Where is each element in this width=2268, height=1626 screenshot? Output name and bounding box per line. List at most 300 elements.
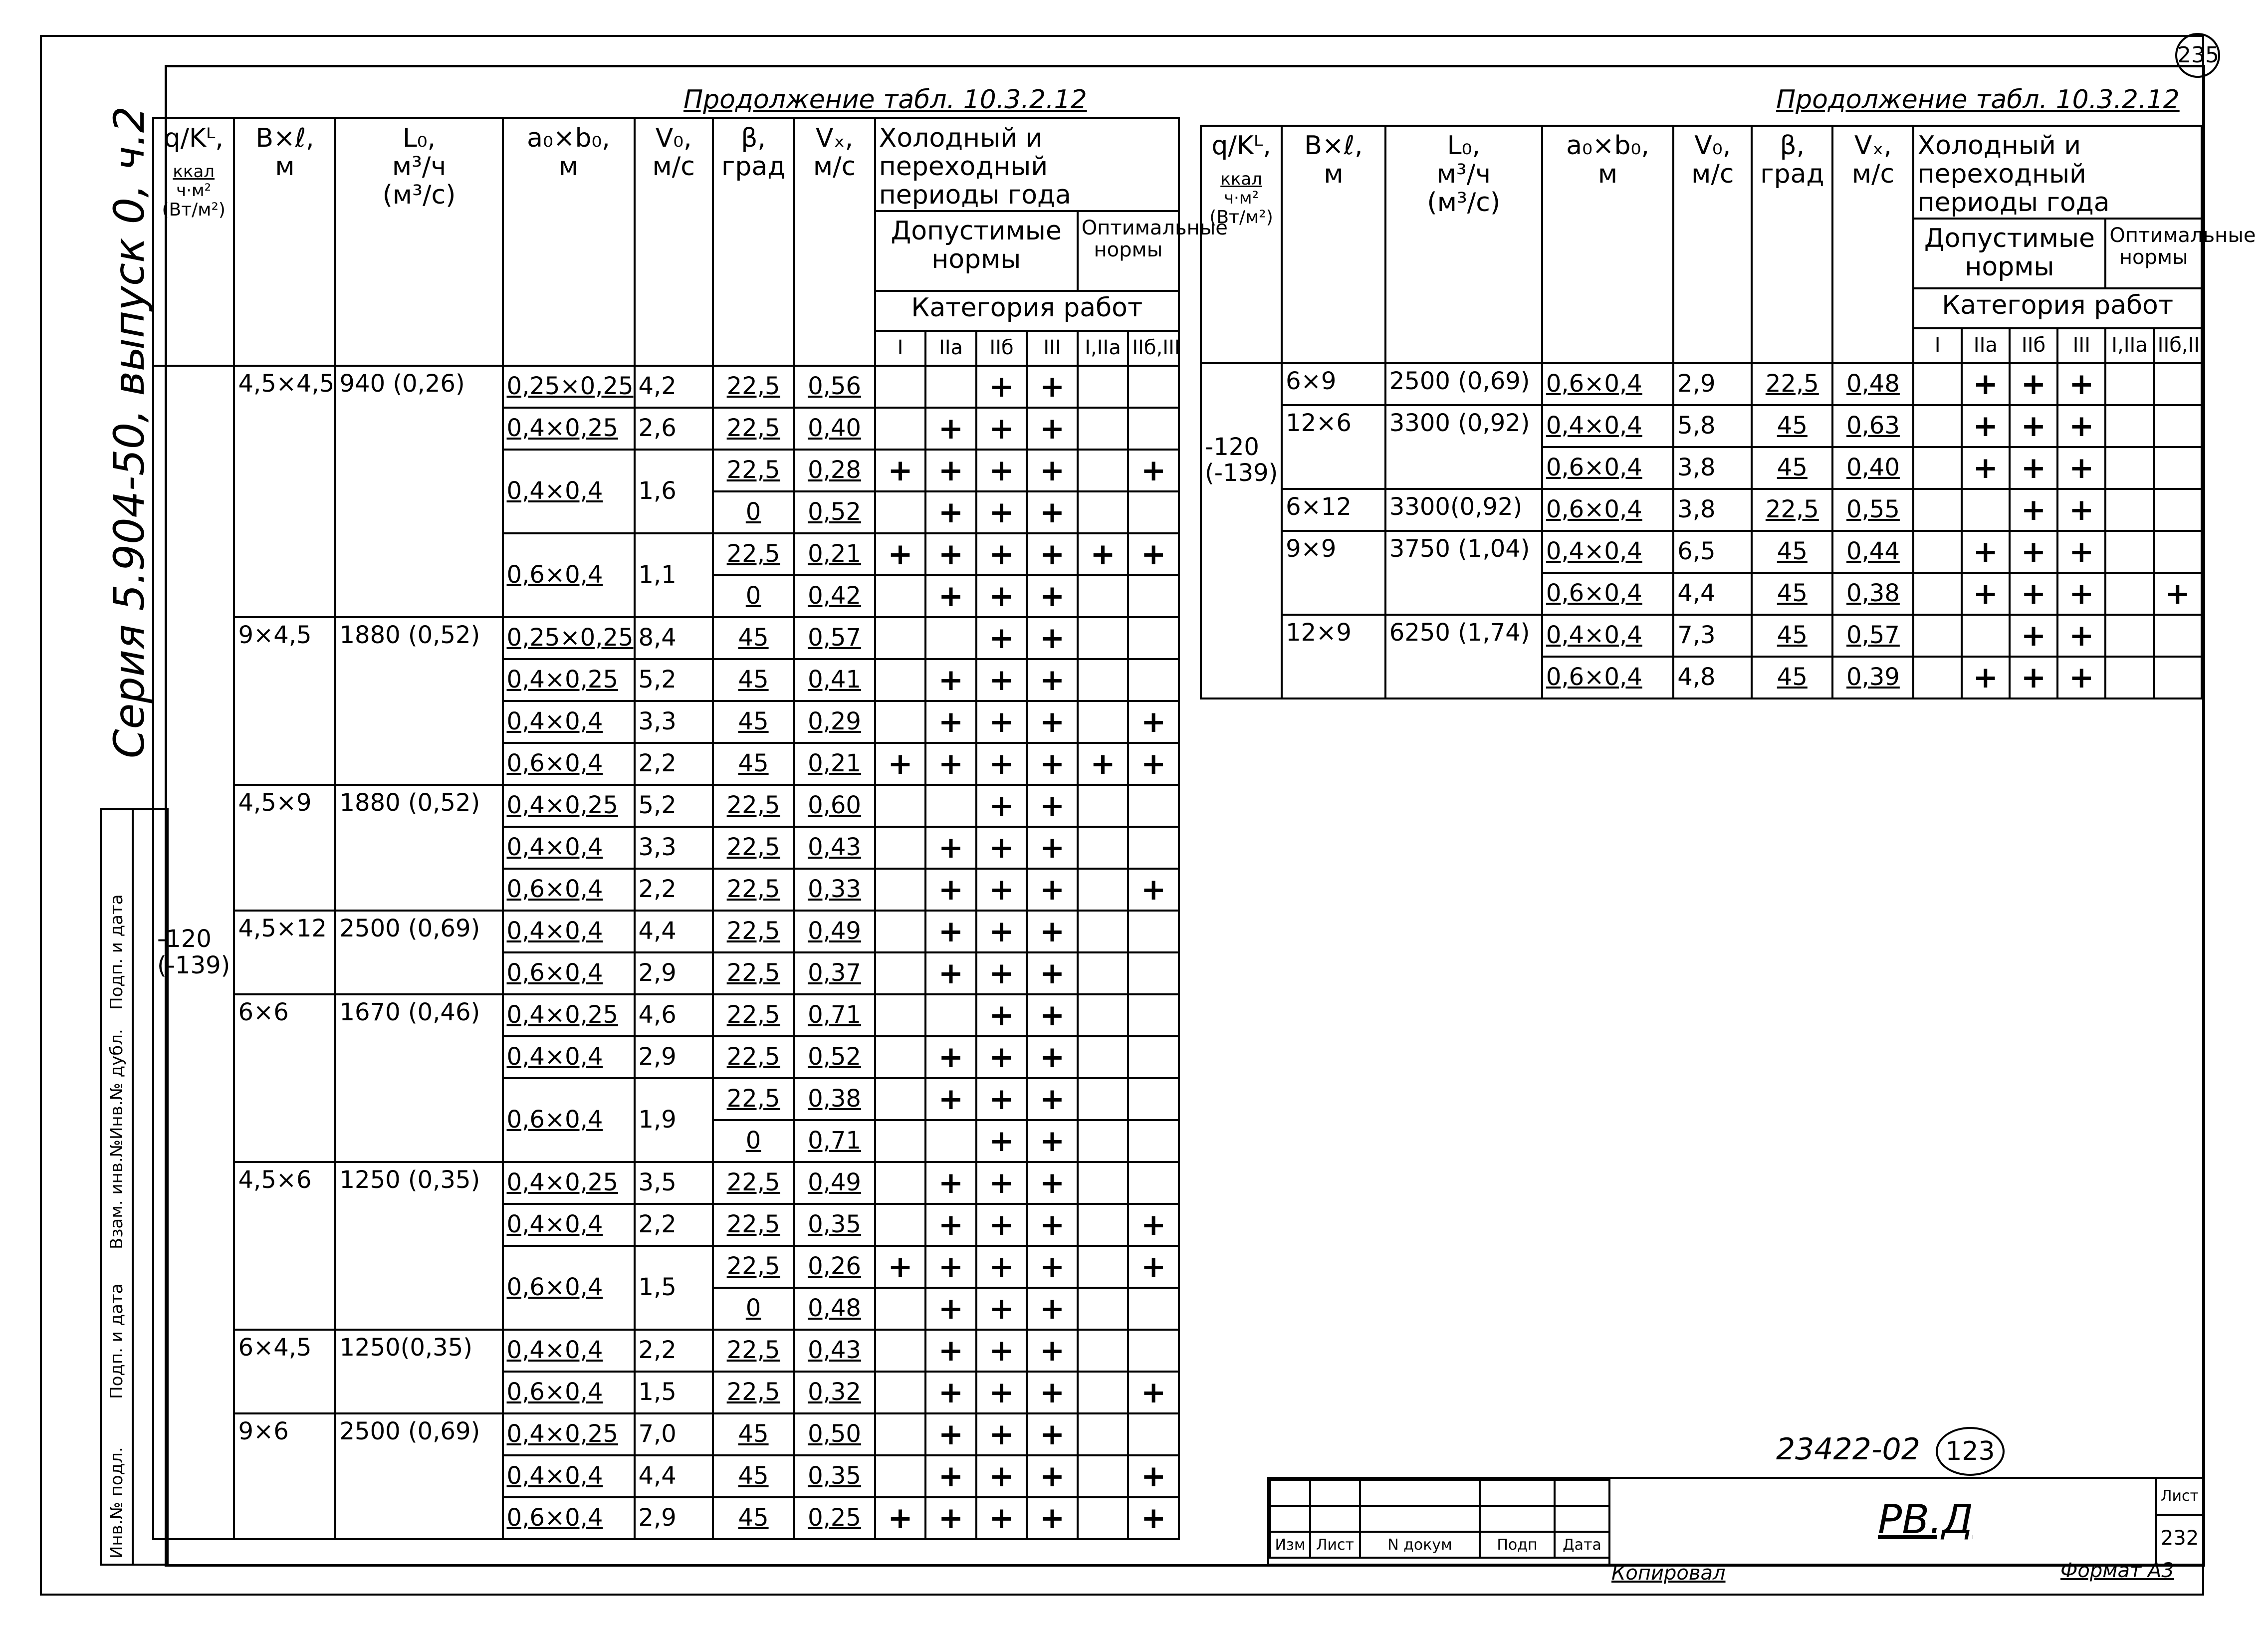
- ao-cell: 0,4×0,4: [503, 1036, 635, 1078]
- category-cell-4: +: [1027, 408, 1078, 450]
- category-cell-1: [1913, 489, 1961, 531]
- stamp-col-date: Дата: [1555, 1532, 1609, 1558]
- category-cell-5: +: [1078, 743, 1129, 785]
- ao-cell: 0,4×0,4: [503, 827, 635, 869]
- category-cell-2: +: [925, 450, 976, 491]
- category-cell-1: [875, 617, 926, 659]
- doc-number: 23422-02: [1776, 1432, 1920, 1467]
- table-row: [153, 1413, 1179, 1455]
- ao-cell: 0,4×0,4: [503, 1330, 635, 1372]
- category-cell-2: +: [1962, 447, 2010, 489]
- category-cell-6: [1128, 994, 1179, 1036]
- category-cell-3: +: [976, 491, 1027, 533]
- beta-cell: 0: [713, 575, 794, 617]
- category-cell-2: [925, 1120, 976, 1162]
- lo-cell: 940 (0,26): [335, 366, 502, 617]
- category-cell-5: [1078, 659, 1129, 701]
- ao-cell: 0,25×0,25: [503, 366, 635, 408]
- category-cell-3: +: [2010, 405, 2057, 447]
- category-cell-3: +: [976, 1246, 1027, 1288]
- beta-cell: 45: [713, 701, 794, 743]
- category-cell-1: [875, 1204, 926, 1246]
- category-cell-5: [1078, 366, 1129, 408]
- category-cell-2: +: [925, 743, 976, 785]
- ao-cell: 0,6×0,4: [503, 533, 635, 617]
- header-period: Холодный и переходный периоды года: [875, 118, 1179, 211]
- ao-cell: 0,6×0,4: [1542, 657, 1673, 698]
- category-cell-3: +: [2010, 363, 2057, 405]
- category-cell-1: [875, 701, 926, 743]
- vx-cell: 0,56: [794, 366, 875, 408]
- category-cell-2: +: [1962, 657, 2010, 698]
- lo-cell: 6250 (1,74): [1385, 615, 1542, 698]
- r-header-allowed: Допустимые нормы: [1913, 219, 2105, 288]
- category-cell-5: [1078, 1413, 1129, 1455]
- header-cat-2: IIа: [925, 331, 976, 366]
- category-cell-6: [1128, 785, 1179, 827]
- ao-cell: 0,4×0,4: [1542, 405, 1673, 447]
- category-cell-4: +: [1027, 1330, 1078, 1372]
- r-header-cat-2: IIа: [1962, 328, 2010, 363]
- lo-cell: 3300 (0,92): [1385, 405, 1542, 489]
- category-cell-6: +: [1128, 743, 1179, 785]
- category-cell-3: +: [976, 869, 1027, 911]
- vx-cell: 0,43: [794, 827, 875, 869]
- category-cell-2: +: [925, 1036, 976, 1078]
- q-value-2: (-139): [157, 951, 230, 979]
- q-value-cell: [1201, 363, 1282, 698]
- table-row: [1201, 405, 2202, 447]
- category-cell-6: +: [1128, 701, 1179, 743]
- r-header-cat-5: I,IIа: [2105, 328, 2153, 363]
- lo-cell: 2500 (0,69): [335, 1413, 502, 1539]
- category-cell-6: [1128, 1120, 1179, 1162]
- category-cell-5: [1078, 575, 1129, 617]
- category-cell-2: +: [925, 575, 976, 617]
- category-cell-5: [1078, 491, 1129, 533]
- category-cell-6: [2154, 489, 2202, 531]
- category-cell-1: [1913, 573, 1961, 615]
- header-ao: a₀×b₀, м: [503, 118, 635, 366]
- category-cell-6: +: [1128, 1372, 1179, 1413]
- category-cell-5: [1078, 617, 1129, 659]
- r-header-optimal: Оптимальные нормы: [2105, 219, 2202, 288]
- vx-cell: 0,29: [794, 701, 875, 743]
- table-row: [153, 1162, 1179, 1204]
- ao-cell: 0,6×0,4: [1542, 447, 1673, 489]
- category-cell-5: [1078, 869, 1129, 911]
- category-cell-1: +: [875, 533, 926, 575]
- beta-cell: 22,5: [713, 1330, 794, 1372]
- category-cell-5: [1078, 1497, 1129, 1539]
- vo-cell: 6,5: [1673, 531, 1752, 573]
- right-data-table: [1200, 125, 2256, 699]
- bxl-cell: 9×4,5: [234, 617, 335, 785]
- vo-cell: 2,6: [635, 408, 713, 450]
- category-cell-1: +: [875, 1497, 926, 1539]
- category-cell-4: +: [1027, 366, 1078, 408]
- table-row: [1201, 363, 2202, 405]
- ao-cell: 0,4×0,25: [503, 408, 635, 450]
- ao-cell: 0,4×0,4: [1542, 615, 1673, 657]
- vx-cell: 0,28: [794, 450, 875, 491]
- stamp-sheet-number: 232: [2160, 1527, 2199, 1550]
- category-cell-4: +: [1027, 575, 1078, 617]
- beta-cell: 45: [713, 743, 794, 785]
- category-cell-6: [1128, 1078, 1179, 1120]
- category-cell-6: [1128, 617, 1179, 659]
- stamp-table: [1269, 1479, 1610, 1559]
- beta-cell: 45: [713, 659, 794, 701]
- category-cell-1: [875, 1413, 926, 1455]
- ao-cell: 0,4×0,25: [503, 1413, 635, 1455]
- vo-cell: 2,2: [635, 1330, 713, 1372]
- category-cell-4: +: [2057, 363, 2105, 405]
- beta-cell: 22,5: [713, 366, 794, 408]
- r-header-cat-4: III: [2057, 328, 2105, 363]
- category-cell-1: [875, 1372, 926, 1413]
- category-cell-2: [925, 366, 976, 408]
- category-cell-4: +: [2057, 573, 2105, 615]
- category-cell-1: [875, 491, 926, 533]
- lo-cell: 3300(0,92): [1385, 489, 1542, 531]
- vx-cell: 0,49: [794, 911, 875, 952]
- lo-cell: 1250(0,35): [335, 1330, 502, 1413]
- ao-cell: 0,6×0,4: [503, 1078, 635, 1162]
- vo-cell: 3,3: [635, 827, 713, 869]
- r-header-lo: L₀, м³/ч (м³/с): [1385, 126, 1542, 363]
- vo-cell: 4,4: [635, 911, 713, 952]
- category-cell-4: +: [1027, 869, 1078, 911]
- side-series-text: Серия 5.904-50, выпуск 0, ч.2: [105, 106, 154, 758]
- format-label: Формат А3: [2060, 1559, 2174, 1582]
- vx-cell: 0,57: [1832, 615, 1913, 657]
- header-bxl: B×ℓ, м: [234, 118, 335, 366]
- category-cell-4: +: [1027, 1204, 1078, 1246]
- category-cell-5: [1078, 994, 1129, 1036]
- category-cell-2: +: [925, 952, 976, 994]
- category-cell-5: +: [1078, 533, 1129, 575]
- beta-cell: 22,5: [1752, 489, 1832, 531]
- category-cell-4: +: [1027, 1162, 1078, 1204]
- category-cell-5: [1078, 1288, 1129, 1330]
- category-cell-5: [1078, 911, 1129, 952]
- side-stamp-2: Подп. и дата: [107, 1283, 127, 1399]
- category-cell-4: +: [1027, 1497, 1078, 1539]
- beta-cell: 22,5: [713, 1078, 794, 1120]
- beta-cell: 45: [1752, 405, 1832, 447]
- category-cell-1: [875, 1162, 926, 1204]
- category-cell-5: [1078, 1078, 1129, 1120]
- side-stamp-divider: [132, 810, 134, 1564]
- r-header-cat-6: IIб,III: [2154, 328, 2202, 363]
- ao-cell: 0,4×0,25: [503, 994, 635, 1036]
- category-cell-3: +: [976, 1372, 1027, 1413]
- category-cell-2: +: [925, 408, 976, 450]
- category-cell-6: +: [1128, 869, 1179, 911]
- category-cell-1: [1913, 447, 1961, 489]
- category-cell-1: [1913, 405, 1961, 447]
- category-cell-1: [875, 1330, 926, 1372]
- vx-cell: 0,37: [794, 952, 875, 994]
- category-cell-6: [2154, 363, 2202, 405]
- vo-cell: 1,5: [635, 1246, 713, 1330]
- category-cell-6: +: [1128, 450, 1179, 491]
- vx-cell: 0,38: [1832, 573, 1913, 615]
- beta-cell: 22,5: [713, 533, 794, 575]
- category-cell-4: +: [1027, 491, 1078, 533]
- stamp-left-grid: [1269, 1479, 1608, 1564]
- stamp-sheet-box: [2155, 1479, 2202, 1564]
- ao-cell: 0,4×0,4: [503, 450, 635, 533]
- category-cell-4: +: [1027, 701, 1078, 743]
- category-cell-6: +: [1128, 1455, 1179, 1497]
- ao-cell: 0,25×0,25: [503, 617, 635, 659]
- vo-cell: 4,2: [635, 366, 713, 408]
- vo-cell: 4,6: [635, 994, 713, 1036]
- vx-cell: 0,26: [794, 1246, 875, 1288]
- category-cell-3: +: [976, 408, 1027, 450]
- header-lo: L₀, м³/ч (м³/с): [335, 118, 502, 366]
- category-cell-3: +: [976, 827, 1027, 869]
- vx-cell: 0,52: [794, 491, 875, 533]
- vo-cell: 5,2: [635, 659, 713, 701]
- table-row: [153, 994, 1179, 1036]
- beta-cell: 22,5: [713, 1036, 794, 1078]
- ao-cell: 0,4×0,4: [503, 1204, 635, 1246]
- category-cell-4: +: [2057, 405, 2105, 447]
- category-cell-5: [1078, 785, 1129, 827]
- bxl-cell: 4,5×4,5: [234, 366, 335, 617]
- beta-cell: 45: [1752, 657, 1832, 698]
- vx-cell: 0,32: [794, 1372, 875, 1413]
- side-stamp-3: Взам. инв.№: [107, 1139, 127, 1249]
- category-cell-5: [2105, 573, 2153, 615]
- bxl-cell: 12×9: [1282, 615, 1385, 698]
- category-cell-1: [1913, 657, 1961, 698]
- stamp-col-doc: N докум: [1360, 1532, 1480, 1558]
- beta-cell: 45: [1752, 531, 1832, 573]
- lo-cell: 1880 (0,52): [335, 785, 502, 911]
- table-row: [153, 785, 1179, 827]
- circled-number: 123: [1936, 1427, 2005, 1476]
- vx-cell: 0,44: [1832, 531, 1913, 573]
- category-cell-6: +: [1128, 1497, 1179, 1539]
- category-cell-6: [1128, 827, 1179, 869]
- category-cell-3: +: [976, 617, 1027, 659]
- vo-cell: 1,6: [635, 450, 713, 533]
- category-cell-5: [1078, 1204, 1129, 1246]
- category-cell-5: [1078, 952, 1129, 994]
- category-cell-6: [2154, 405, 2202, 447]
- category-cell-2: +: [925, 1330, 976, 1372]
- vo-cell: 7,3: [1673, 615, 1752, 657]
- vo-cell: 3,8: [1673, 489, 1752, 531]
- beta-cell: 22,5: [713, 1246, 794, 1288]
- vx-cell: 0,52: [794, 1036, 875, 1078]
- r-header-cat-3: IIб: [2010, 328, 2057, 363]
- category-cell-4: +: [1027, 533, 1078, 575]
- vo-cell: 7,0: [635, 1413, 713, 1455]
- vx-cell: 0,48: [794, 1288, 875, 1330]
- category-cell-1: [875, 869, 926, 911]
- header-beta: β, град: [713, 118, 794, 366]
- category-cell-1: [875, 1455, 926, 1497]
- copied-label: Копировал: [1611, 1562, 1726, 1585]
- bxl-cell: 6×6: [234, 994, 335, 1162]
- vx-cell: 0,35: [794, 1455, 875, 1497]
- table-row: [1201, 489, 2202, 531]
- q-value-cell: [153, 366, 234, 1539]
- category-cell-3: +: [976, 533, 1027, 575]
- stamp-sheet-label: Лист: [2157, 1479, 2202, 1516]
- category-cell-3: +: [976, 1330, 1027, 1372]
- lo-cell: 1880 (0,52): [335, 617, 502, 785]
- category-cell-6: +: [2154, 573, 2202, 615]
- ao-cell: 0,6×0,4: [1542, 363, 1673, 405]
- header-q: q/Kᴸ, ккал ч·м² (Вт/м²): [153, 118, 234, 366]
- vo-cell: 1,5: [635, 1372, 713, 1413]
- r-header-category: Категория работ: [1913, 288, 2202, 328]
- category-cell-1: +: [875, 743, 926, 785]
- vx-cell: 0,39: [1832, 657, 1913, 698]
- q-value-2: (-139): [1205, 459, 1278, 487]
- vx-cell: 0,43: [794, 1330, 875, 1372]
- category-cell-4: +: [1027, 450, 1078, 491]
- category-cell-5: [1078, 1036, 1129, 1078]
- category-cell-6: [1128, 575, 1179, 617]
- category-cell-3: +: [2010, 615, 2057, 657]
- ao-cell: 0,6×0,4: [503, 952, 635, 994]
- category-cell-5: [1078, 1162, 1129, 1204]
- bxl-cell: 12×6: [1282, 405, 1385, 489]
- category-cell-5: [1078, 1330, 1129, 1372]
- beta-cell: 22,5: [713, 994, 794, 1036]
- ao-cell: 0,4×0,25: [503, 659, 635, 701]
- category-cell-3: +: [976, 952, 1027, 994]
- vo-cell: 3,8: [1673, 447, 1752, 489]
- stamp-divider: [1608, 1479, 1610, 1564]
- bxl-cell: 9×6: [234, 1413, 335, 1539]
- vo-cell: 5,8: [1673, 405, 1752, 447]
- category-cell-3: +: [976, 1288, 1027, 1330]
- r-header-beta: β, град: [1752, 126, 1832, 363]
- ao-cell: 0,6×0,4: [1542, 489, 1673, 531]
- category-cell-2: +: [925, 1372, 976, 1413]
- category-cell-6: [2154, 447, 2202, 489]
- ao-cell: 0,6×0,4: [503, 869, 635, 911]
- right-table-caption: Продолжение табл. 10.3.2.12: [1776, 85, 2180, 115]
- category-cell-2: [925, 785, 976, 827]
- vx-cell: 0,71: [794, 994, 875, 1036]
- r-header-cat-1: I: [1913, 328, 1961, 363]
- side-stamp-1: Инв.№ подл.: [107, 1447, 127, 1559]
- category-cell-6: +: [1128, 1246, 1179, 1288]
- category-cell-1: [1913, 363, 1961, 405]
- vx-cell: 0,40: [1832, 447, 1913, 489]
- category-cell-2: +: [925, 1162, 976, 1204]
- category-cell-4: +: [1027, 659, 1078, 701]
- vo-cell: 3,5: [635, 1162, 713, 1204]
- vo-cell: 4,8: [1673, 657, 1752, 698]
- category-cell-4: +: [1027, 1078, 1078, 1120]
- vo-cell: 2,2: [635, 869, 713, 911]
- ao-cell: 0,6×0,4: [503, 1246, 635, 1330]
- category-cell-3: +: [976, 659, 1027, 701]
- table-row: [1201, 615, 2202, 657]
- header-cat-1: I: [875, 331, 926, 366]
- header-cat-6: IIб,III: [1128, 331, 1179, 366]
- beta-cell: 45: [1752, 573, 1832, 615]
- category-cell-3: +: [2010, 531, 2057, 573]
- vx-cell: 0,42: [794, 575, 875, 617]
- category-cell-3: +: [2010, 657, 2057, 698]
- vx-cell: 0,71: [794, 1120, 875, 1162]
- category-cell-5: [1078, 408, 1129, 450]
- category-cell-4: +: [1027, 1288, 1078, 1330]
- category-cell-3: +: [976, 911, 1027, 952]
- bxl-cell: 4,5×9: [234, 785, 335, 911]
- lo-cell: 2500 (0,69): [335, 911, 502, 994]
- category-cell-2: +: [925, 1413, 976, 1455]
- category-cell-4: +: [1027, 827, 1078, 869]
- ao-cell: 0,6×0,4: [503, 1497, 635, 1539]
- category-cell-3: +: [2010, 447, 2057, 489]
- header-category: Категория работ: [875, 291, 1179, 331]
- vx-cell: 0,21: [794, 743, 875, 785]
- beta-cell: 22,5: [1752, 363, 1832, 405]
- category-cell-4: +: [1027, 994, 1078, 1036]
- category-cell-1: [875, 1288, 926, 1330]
- vx-cell: 0,60: [794, 785, 875, 827]
- category-cell-5: [2105, 405, 2153, 447]
- bxl-cell: 6×9: [1282, 363, 1385, 405]
- category-cell-4: +: [1027, 1246, 1078, 1288]
- beta-cell: 45: [713, 617, 794, 659]
- category-cell-1: [1913, 615, 1961, 657]
- category-cell-1: [875, 1120, 926, 1162]
- category-cell-6: [1128, 1288, 1179, 1330]
- side-stamp-4: Инв.№ дубл.: [107, 1029, 127, 1140]
- ao-cell: 0,6×0,4: [503, 1372, 635, 1413]
- category-cell-3: +: [976, 994, 1027, 1036]
- vx-cell: 0,48: [1832, 363, 1913, 405]
- category-cell-2: +: [925, 869, 976, 911]
- vx-cell: 0,38: [794, 1078, 875, 1120]
- ao-cell: 0,4×0,4: [503, 701, 635, 743]
- vo-cell: 2,2: [635, 743, 713, 785]
- category-cell-4: +: [1027, 1036, 1078, 1078]
- table-row: [153, 366, 1179, 408]
- beta-cell: 22,5: [713, 408, 794, 450]
- category-cell-5: [1078, 827, 1129, 869]
- lo-cell: 3750 (1,04): [1385, 531, 1542, 615]
- vx-cell: 0,55: [1832, 489, 1913, 531]
- category-cell-3: +: [976, 1497, 1027, 1539]
- category-cell-2: +: [925, 1288, 976, 1330]
- beta-cell: 45: [1752, 615, 1832, 657]
- lo-cell: 1250 (0,35): [335, 1162, 502, 1330]
- header-cat-5: I,IIа: [1078, 331, 1129, 366]
- category-cell-5: [2105, 657, 2153, 698]
- ao-cell: 0,4×0,4: [1542, 531, 1673, 573]
- bxl-cell: 6×12: [1282, 489, 1385, 531]
- category-cell-6: [2154, 531, 2202, 573]
- category-cell-1: [875, 994, 926, 1036]
- table-row: [1201, 531, 2202, 573]
- beta-cell: 22,5: [713, 1162, 794, 1204]
- bxl-cell: 6×4,5: [234, 1330, 335, 1413]
